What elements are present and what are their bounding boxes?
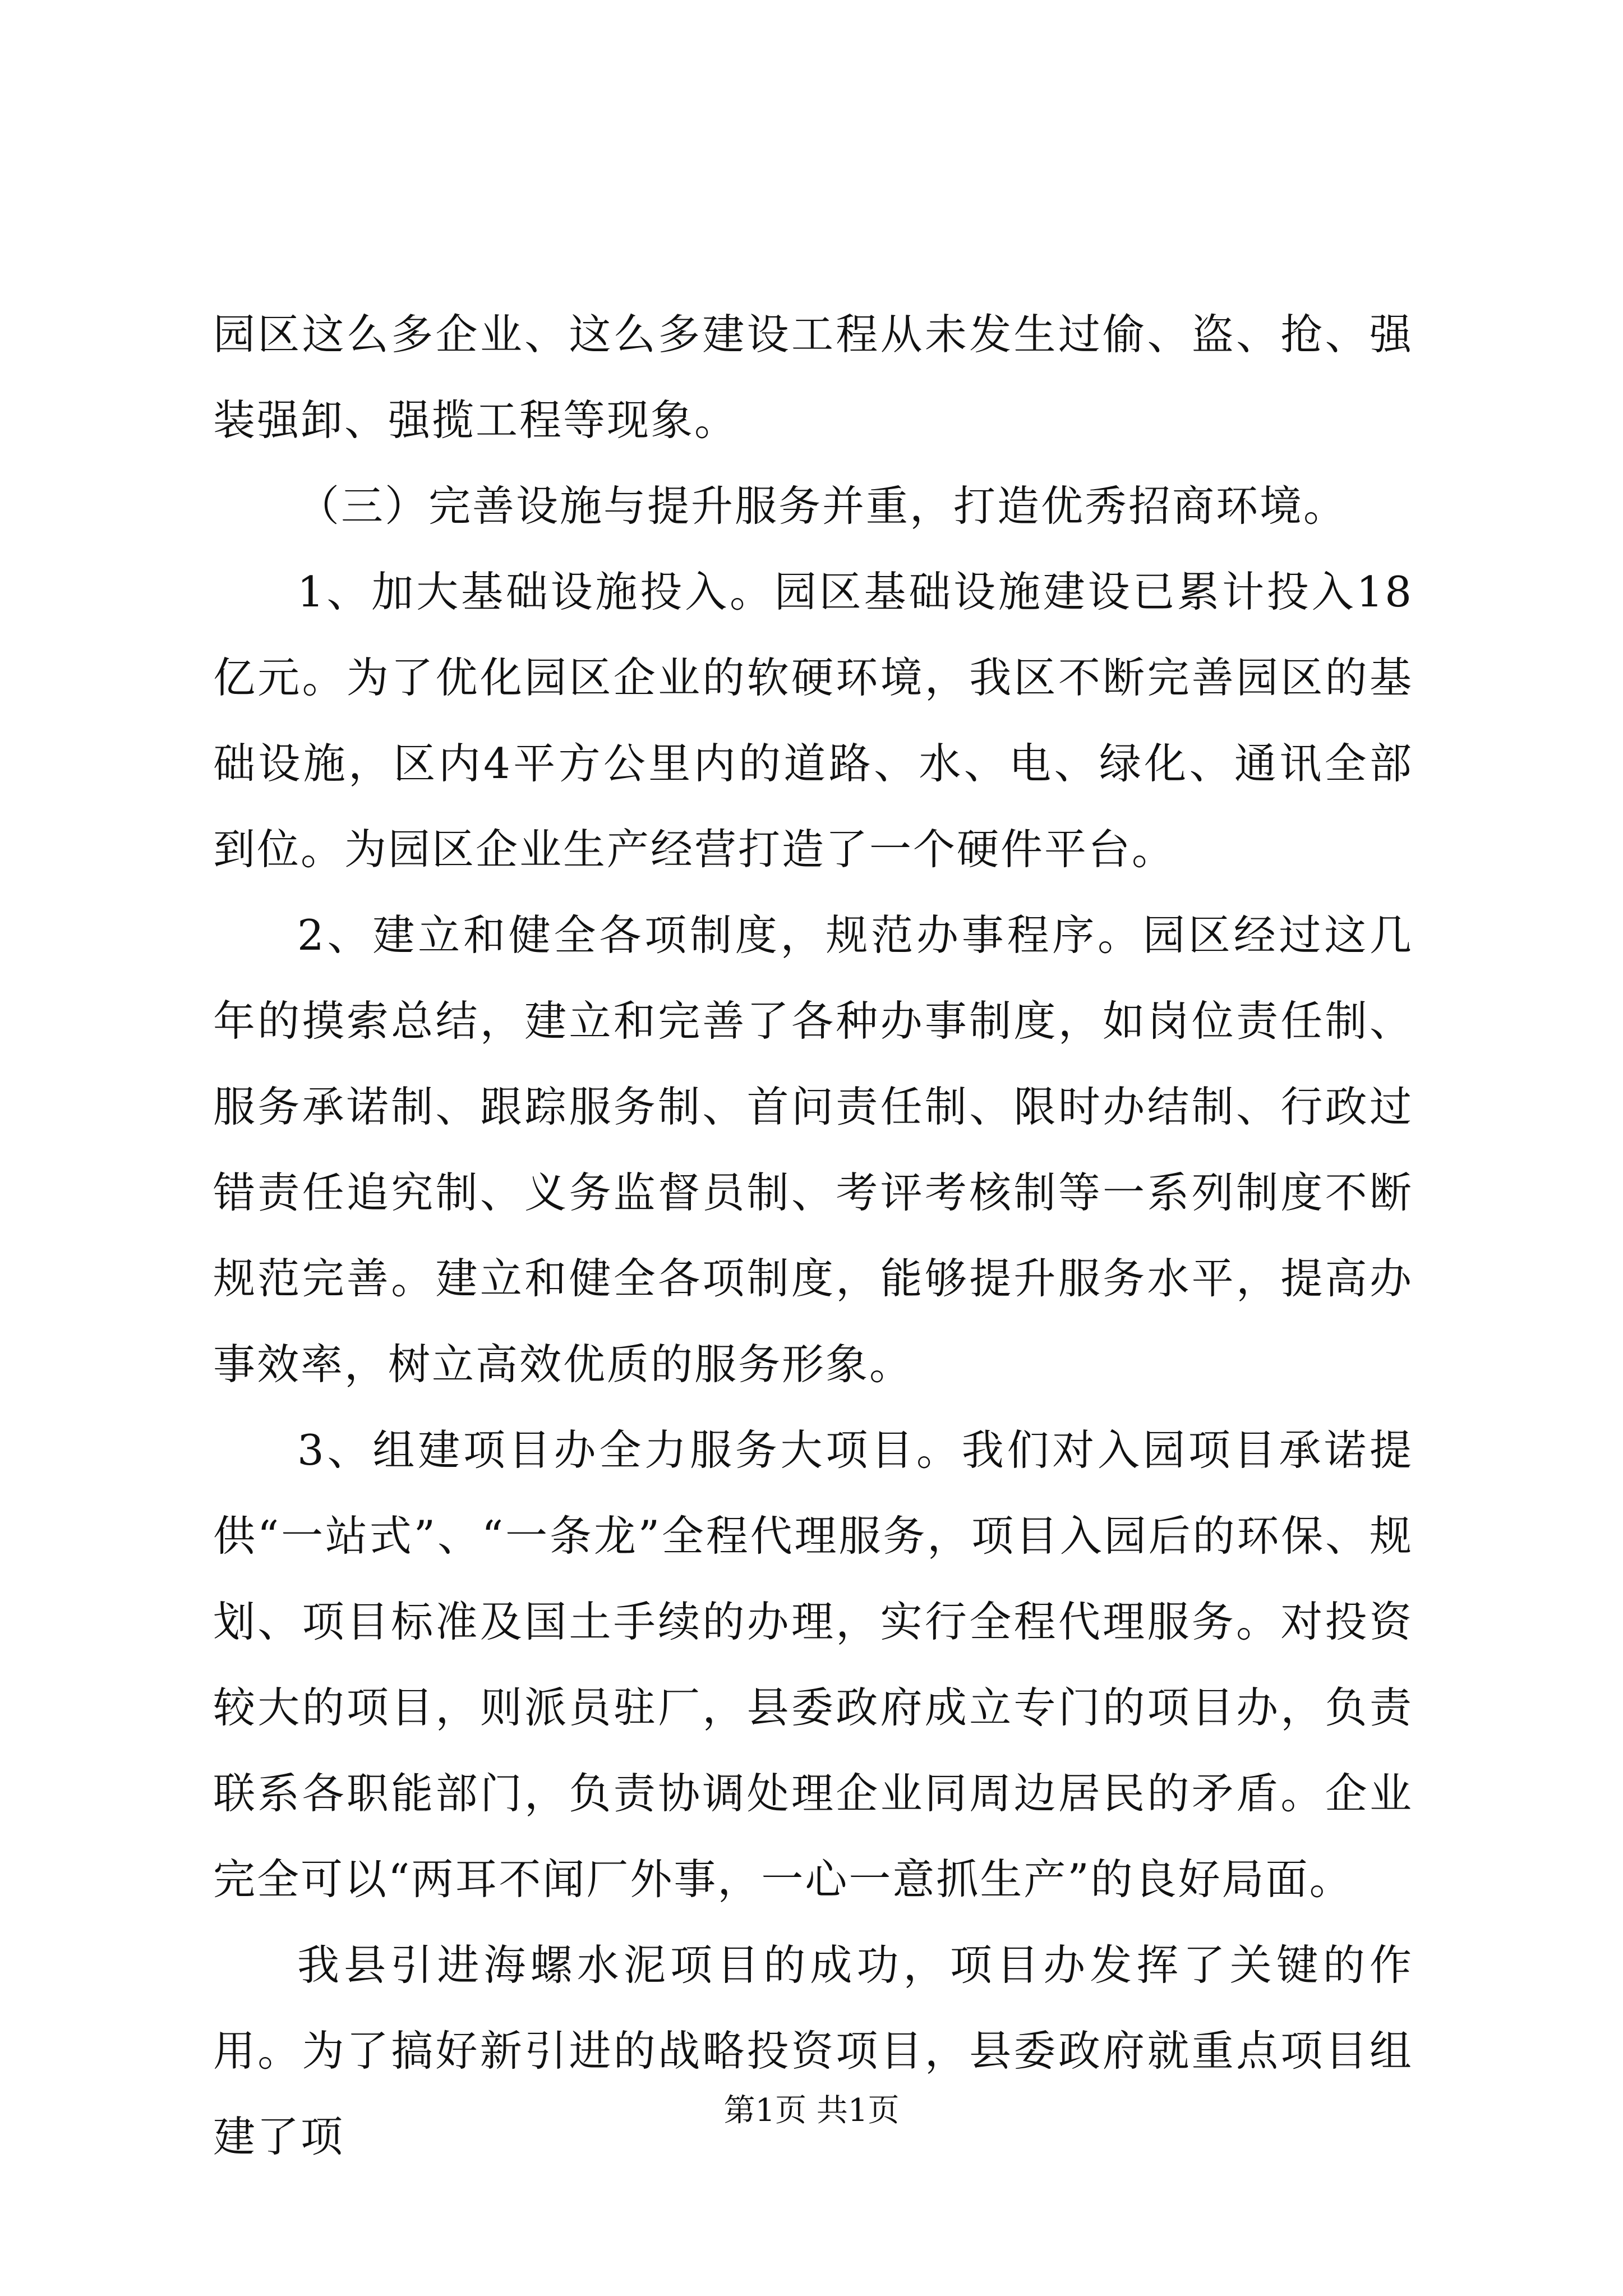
paragraph-3: 1、加大基础设施投入。园区基础设施建设已累计投入18亿元。为了优化园区企业的软硬环境，我区不断完善园区的基础设施，区内4平方公里内的道路、水、电、绿化、通讯全部到位。为园区企业生产经营打造了一个硬件平台。 [213,567,1413,874]
paragraph-5: 3、组建项目办全力服务大项目。我们对入园项目承诺提供“一站式”、“一条龙”全程代理服务，项目入园后的环保、规划、项目标准及国土手续的办理，实行全程代理服务。对投资较大的项目，则派员驻厂，县委政府成立专门的项目办，负责联系各职能部门，负责协调处理企业同周边居民的矛盾。企业完全可以“两耳不闻厂外事，一心一意抓生产”的良好局面。 [213,1425,1413,1904]
document-body [213,292,1413,2180]
paragraph-6: 我县引进海螺水泥项目的成功，项目办发挥了关键的作用。为了搞好新引进的战略投资项目，县委政府就重点项目组建了项 [213,1940,1413,2161]
paragraph-2-heading: （三）完善设施与提升服务并重，打造优秀招商环境。 [297,481,1348,531]
paragraph-1: 园区这么多企业、这么多建设工程从未发生过偷、盗、抢、强装强卸、强揽工程等现象。 [213,310,1413,445]
page-footer: 第1页 共1页 [723,2092,900,2129]
paragraph-4: 2、建立和健全各项制度，规范办事程序。园区经过这几年的摸索总结，建立和完善了各种办事制度，如岗位责任制、服务承诺制、跟踪服务制、首问责任制、限时办结制、行政过错责任追究制、义务监督员制、考评考核制等一系列制度不断规范完善。建立和健全各项制度，能够提升服务水平，提高办事效率，树立高效优质的服务形象。 [213,910,1413,1389]
